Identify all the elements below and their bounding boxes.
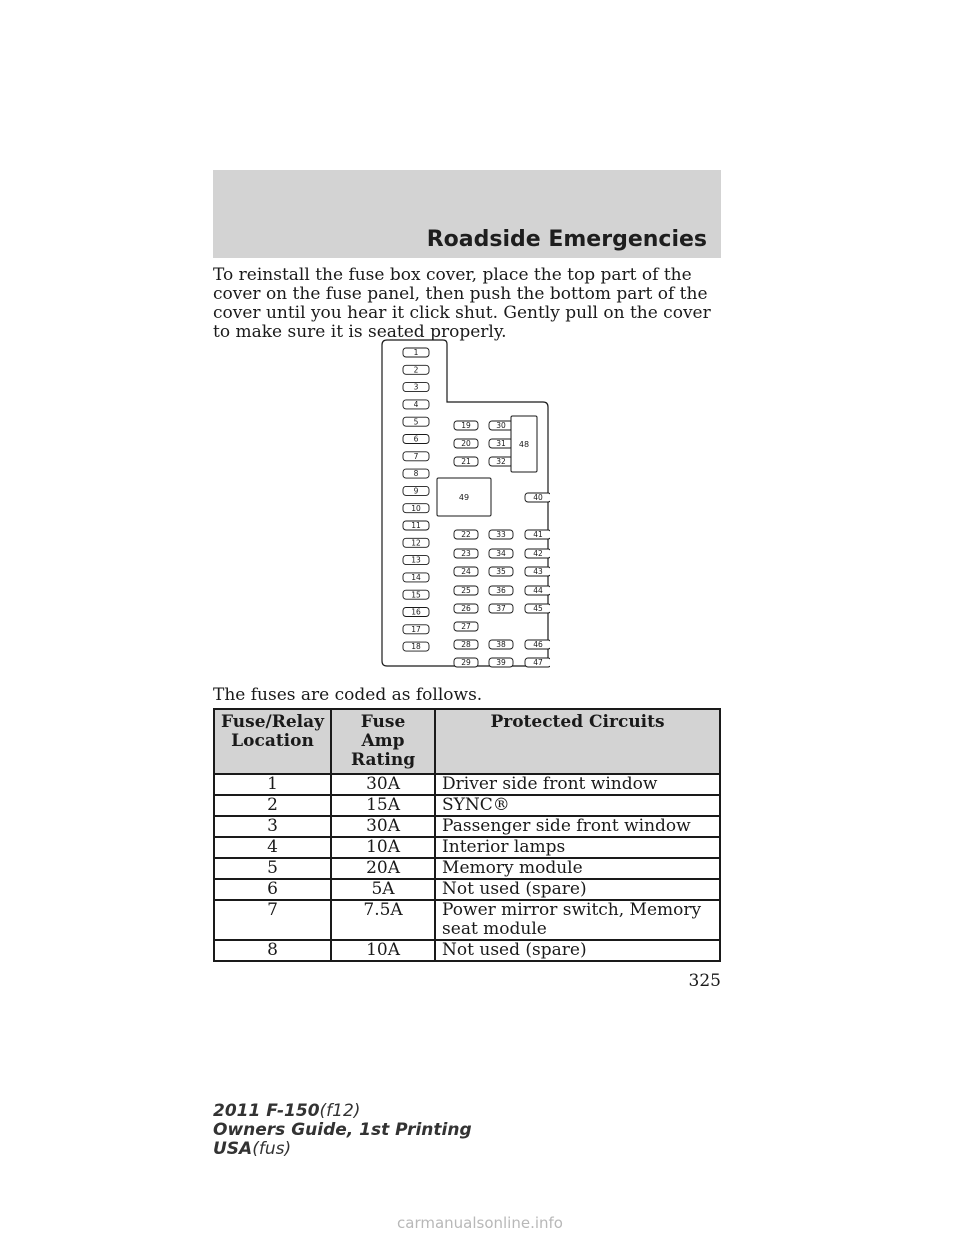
svg-text:10: 10 <box>411 503 421 513</box>
cell-circuit: Interior lamps <box>435 837 720 858</box>
fuse-3 <box>403 383 429 392</box>
svg-text:38: 38 <box>496 640 506 650</box>
svg-text:6: 6 <box>413 434 419 444</box>
table-row <box>214 816 720 837</box>
header-location: Fuse/Relay Location <box>214 709 331 774</box>
table-row <box>214 858 720 879</box>
svg-text:3: 3 <box>413 382 419 392</box>
cell-circuit: Passenger side front window <box>435 816 720 837</box>
fuse-43 <box>525 567 550 576</box>
fuse-table <box>213 708 721 962</box>
svg-text:48: 48 <box>518 440 530 449</box>
svg-text:30: 30 <box>496 421 506 431</box>
cell-location: 6 <box>214 879 331 900</box>
fuse-21 <box>454 457 478 466</box>
table-header-row <box>214 709 720 774</box>
fuse-7 <box>403 452 429 461</box>
svg-text:19: 19 <box>461 421 471 431</box>
svg-text:32: 32 <box>496 457 506 467</box>
svg-text:17: 17 <box>411 624 421 634</box>
cell-circuit: Power mirror switch, Memory seat module <box>435 900 720 940</box>
footer-print-info <box>213 1102 472 1159</box>
svg-text:8: 8 <box>413 469 419 479</box>
header-protected-circuits: Protected Circuits <box>435 709 720 774</box>
svg-text:33: 33 <box>496 530 506 540</box>
cell-location: 7 <box>214 900 331 940</box>
fuse-41 <box>525 530 550 539</box>
fuse-9 <box>403 486 429 495</box>
fuse-22 <box>454 530 478 539</box>
svg-text:2: 2 <box>413 365 419 375</box>
fuse-5 <box>403 417 429 426</box>
footer-market-code: (fus) <box>252 1139 292 1159</box>
fuse-33 <box>489 530 513 539</box>
header-amp-rating: Fuse Amp Rating <box>331 709 435 774</box>
cell-amp: 5A <box>331 879 435 900</box>
svg-text:45: 45 <box>533 604 543 614</box>
svg-text:31: 31 <box>496 439 506 449</box>
fuse-38 <box>489 640 513 649</box>
svg-text:42: 42 <box>533 549 543 559</box>
cell-amp: 30A <box>331 774 435 795</box>
fuse-23 <box>454 549 478 558</box>
cell-location: 8 <box>214 940 331 961</box>
table-row <box>214 940 720 961</box>
svg-text:25: 25 <box>461 586 471 596</box>
relay-49 <box>437 478 491 516</box>
cell-location: 3 <box>214 816 331 837</box>
fuse-37 <box>489 604 513 613</box>
cell-location: 1 <box>214 774 331 795</box>
svg-text:43: 43 <box>533 567 543 577</box>
fuse-13 <box>403 556 429 565</box>
fuse-27 <box>454 622 478 631</box>
page-number: 325 <box>688 971 721 991</box>
table-row <box>214 837 720 858</box>
fuse-47 <box>525 658 550 667</box>
svg-text:7: 7 <box>413 451 419 461</box>
svg-text:14: 14 <box>411 573 421 582</box>
cell-circuit: SYNC® <box>435 795 720 816</box>
svg-text:46: 46 <box>533 640 543 650</box>
table-caption: The fuses are coded as follows. <box>213 685 483 705</box>
cell-amp: 15A <box>331 795 435 816</box>
svg-text:1: 1 <box>413 348 419 358</box>
svg-text:11: 11 <box>411 521 421 531</box>
fuse-6 <box>403 435 429 444</box>
fuse-34 <box>489 549 513 558</box>
svg-text:18: 18 <box>411 642 421 652</box>
cell-amp: 20A <box>331 858 435 879</box>
cell-amp: 30A <box>331 816 435 837</box>
fuse-44 <box>525 586 550 595</box>
svg-text:40: 40 <box>533 493 543 503</box>
fuse-panel-diagram <box>380 338 550 668</box>
fuse-26 <box>454 604 478 613</box>
fuse-10 <box>403 504 429 513</box>
svg-text:49: 49 <box>458 493 470 502</box>
fuse-30 <box>489 421 513 430</box>
fuse-35 <box>489 567 513 576</box>
table-row <box>214 795 720 816</box>
fuse-19 <box>454 421 478 430</box>
svg-text:35: 35 <box>496 567 506 577</box>
fuse-25 <box>454 586 478 595</box>
fuse-36 <box>489 586 513 595</box>
fuse-18 <box>403 642 429 651</box>
svg-text:37: 37 <box>496 604 506 614</box>
cell-circuit: Driver side front window <box>435 774 720 795</box>
svg-text:16: 16 <box>411 607 421 617</box>
fuse-16 <box>403 608 429 617</box>
footer-model: 2011 F-150 <box>213 1101 320 1121</box>
fuse-24 <box>454 567 478 576</box>
table-row <box>214 900 720 940</box>
fuse-32 <box>489 457 513 466</box>
svg-text:9: 9 <box>413 486 419 496</box>
cell-amp: 7.5A <box>331 900 435 940</box>
relay-48 <box>511 416 537 472</box>
svg-text:4: 4 <box>413 400 419 409</box>
fuse-28 <box>454 640 478 649</box>
cell-amp: 10A <box>331 940 435 961</box>
cell-circuit: Not used (spare) <box>435 879 720 900</box>
svg-text:22: 22 <box>461 530 471 540</box>
fuse-46 <box>525 640 550 649</box>
svg-text:13: 13 <box>411 555 421 565</box>
fuse-29 <box>454 658 478 667</box>
fuse-12 <box>403 538 429 547</box>
cell-circuit: Memory module <box>435 858 720 879</box>
fuse-1 <box>403 348 429 357</box>
svg-text:27: 27 <box>461 622 471 632</box>
watermark-text: carmanualsonline.info <box>397 1214 563 1232</box>
svg-text:23: 23 <box>461 549 471 559</box>
cell-location: 2 <box>214 795 331 816</box>
svg-text:24: 24 <box>461 567 471 577</box>
fuse-2 <box>403 365 429 374</box>
cell-location: 4 <box>214 837 331 858</box>
fuse-8 <box>403 469 429 478</box>
intro-paragraph: To reinstall the fuse box cover, place the top part of the cover on the fuse panel, then push the bottom part of the cover until you hear it click shut. Gently pull on the cover to make sure it is seated properly. <box>213 265 711 342</box>
fuse-39 <box>489 658 513 667</box>
fuse-31 <box>489 439 513 448</box>
svg-text:34: 34 <box>496 549 506 559</box>
svg-text:47: 47 <box>533 658 543 668</box>
table-row <box>214 774 720 795</box>
fuse-15 <box>403 590 429 599</box>
svg-text:5: 5 <box>413 417 419 427</box>
svg-text:29: 29 <box>461 658 471 668</box>
cell-location: 5 <box>214 858 331 879</box>
cell-circuit: Not used (spare) <box>435 940 720 961</box>
fuse-14 <box>403 573 429 582</box>
fuse-40 <box>525 493 550 502</box>
fuse-11 <box>403 521 429 530</box>
fuse-4 <box>403 400 429 409</box>
svg-text:20: 20 <box>461 439 471 449</box>
footer-edition: Owners Guide, 1st Printing <box>213 1120 472 1140</box>
fuse-17 <box>403 625 429 634</box>
table-row <box>214 879 720 900</box>
svg-text:12: 12 <box>411 538 421 548</box>
cell-amp: 10A <box>331 837 435 858</box>
svg-text:39: 39 <box>496 658 506 668</box>
svg-text:21: 21 <box>461 457 471 467</box>
svg-text:15: 15 <box>411 590 421 600</box>
fuse-45 <box>525 604 550 613</box>
footer-model-code: (f12) <box>319 1101 361 1121</box>
section-title: Roadside Emergencies <box>426 227 707 252</box>
fuse-20 <box>454 439 478 448</box>
svg-text:28: 28 <box>461 640 471 650</box>
svg-text:36: 36 <box>496 586 506 596</box>
svg-text:41: 41 <box>533 530 543 540</box>
fuse-42 <box>525 549 550 558</box>
footer-market: USA <box>213 1139 253 1159</box>
svg-text:44: 44 <box>533 586 543 596</box>
svg-text:26: 26 <box>461 604 471 614</box>
section-header-band <box>213 170 721 258</box>
